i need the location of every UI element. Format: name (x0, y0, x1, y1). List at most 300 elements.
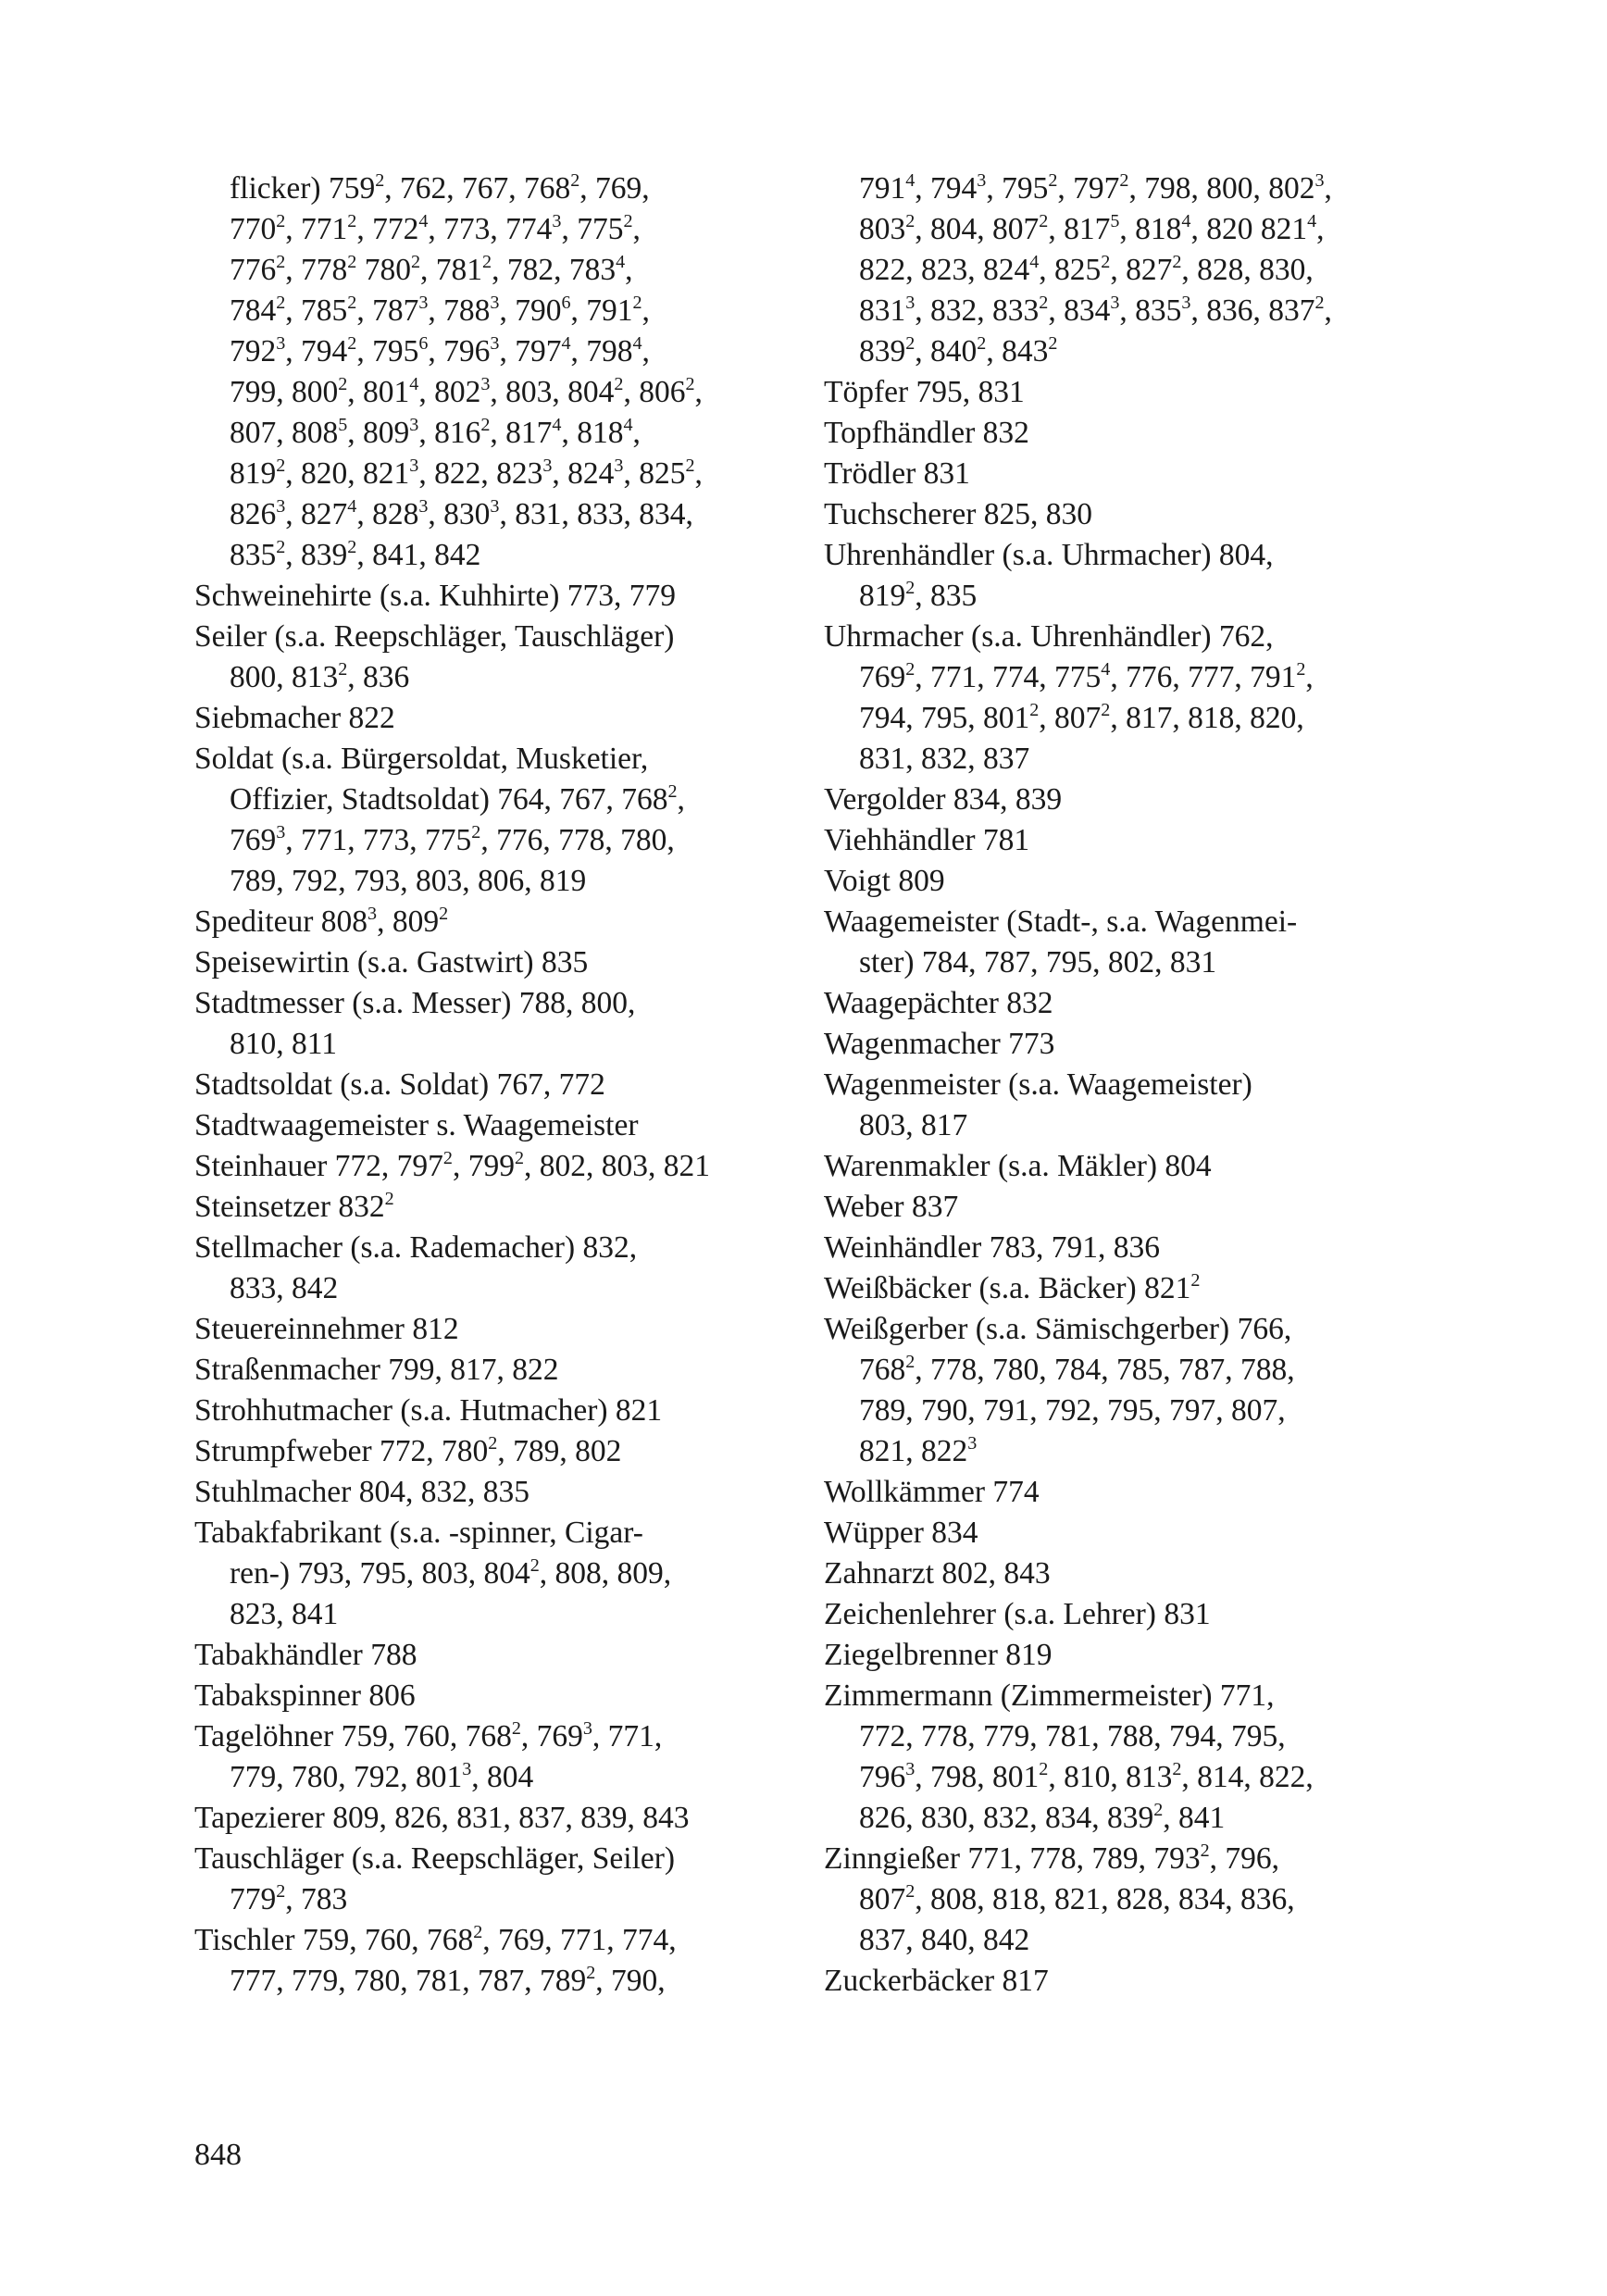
entry-text: , 771, 773, 775 (285, 823, 472, 857)
entry-text: Siebmacher 822 (194, 701, 395, 735)
entry-text: , 827 (285, 497, 348, 531)
occurrence-count: 3 (1110, 292, 1120, 313)
entry-text: Wüpper 834 (824, 1516, 978, 1550)
entry-text: , 817 (1048, 212, 1111, 246)
occurrence-count: 2 (1296, 658, 1306, 680)
occurrence-count: 4 (1307, 210, 1317, 231)
entry-text: 794, 795, 801 (859, 701, 1030, 735)
entry-text: , 824 (552, 456, 615, 491)
entry-text: , 796 (428, 334, 491, 368)
entry-text: , 796, (1209, 1841, 1280, 1876)
index-entry (194, 1676, 787, 1716)
entry-text: , 782, 783 (492, 253, 617, 287)
entry-text: , 789, 802 (497, 1434, 622, 1468)
entry-text: 826, 830, 832, 834, 839 (859, 1801, 1154, 1835)
entry-text: , 787 (356, 293, 419, 328)
entry-text: , 773, 774 (428, 212, 553, 246)
occurrence-count: 2 (347, 332, 357, 354)
entry-text: 784 (230, 293, 277, 328)
entry-text: Steinsetzer 832 (194, 1190, 385, 1224)
occurrence-count: 2 (1039, 1758, 1049, 1779)
entry-text: , 843 (986, 334, 1049, 368)
index-entry-continuation (194, 331, 787, 372)
occurrence-count: 2 (1029, 699, 1040, 720)
entry-text: , 839 (285, 538, 348, 572)
entry-text: , 776, 778, 780, (480, 823, 675, 857)
entry-text: Tabakhändler 788 (194, 1638, 417, 1672)
entry-text: 779, 780, 792, 801 (230, 1760, 463, 1794)
entry-text: , 828, 830, (1181, 253, 1314, 287)
index-entry-continuation (194, 657, 787, 698)
occurrence-count: 2 (514, 1147, 524, 1168)
entry-text: Tauschläger (s.a. Reepschläger, Seiler) (194, 1841, 676, 1876)
entry-text: , (632, 416, 641, 450)
index-entry (824, 1268, 1435, 1309)
occurrence-count: 6 (418, 332, 429, 354)
entry-text: , 832, 833 (915, 293, 1040, 328)
index-entry-continuation (824, 1350, 1435, 1391)
entry-text: , 790 (499, 293, 562, 328)
index-entry (194, 1105, 787, 1146)
occurrence-count: 2 (276, 536, 286, 557)
occurrence-count: 4 (905, 169, 916, 191)
index-entry (194, 1391, 787, 1431)
entry-text: , 795 (986, 171, 1049, 206)
occurrence-count: 3 (552, 210, 562, 231)
index-entry (824, 372, 1435, 413)
occurrence-count: 3 (1181, 292, 1191, 313)
index-entry (824, 1472, 1435, 1513)
occurrence-count: 2 (905, 658, 916, 680)
entry-text: 768 (859, 1353, 906, 1387)
occurrence-count: 3 (614, 455, 624, 476)
occurrence-count: 3 (542, 455, 553, 476)
entry-text: , 840 (915, 334, 978, 368)
index-entry-continuation (824, 1879, 1435, 1920)
index-entry (194, 1146, 787, 1187)
entry-text: 803, 817 (859, 1108, 968, 1142)
entry-text: , 809 (377, 905, 440, 939)
entry-text: , 797 (1057, 171, 1120, 206)
entry-text: , 802, 803, 821 (523, 1149, 710, 1183)
occurrence-count: 2 (375, 169, 385, 191)
index-entry (194, 1065, 787, 1105)
entry-text: 792 (230, 334, 277, 368)
entry-text: Stellmacher (s.a. Rademacher) 832, (194, 1230, 638, 1265)
entry-text: , 802 (418, 375, 481, 409)
entry-text: Steuereinnehmer 812 (194, 1312, 459, 1346)
occurrence-count: 2 (977, 332, 987, 354)
occurrence-count: 4 (1181, 210, 1191, 231)
entry-text: Waagepächter 832 (824, 986, 1053, 1020)
index-column-left (194, 168, 787, 2002)
occurrence-count: 4 (409, 373, 419, 394)
entry-text: , 775 (561, 212, 624, 246)
occurrence-count: 4 (1029, 251, 1040, 272)
occurrence-count: 3 (480, 373, 491, 394)
occurrence-count: 2 (1048, 169, 1058, 191)
entry-text: , 828 (356, 497, 419, 531)
index-entry-continuation (824, 209, 1435, 250)
index-entry (824, 1554, 1435, 1594)
occurrence-count: 2 (347, 536, 357, 557)
index-entry-continuation (194, 1961, 787, 2002)
entry-text: Zimmermann (Zimmermeister) 771, (824, 1678, 1275, 1713)
index-entry-continuation (194, 1757, 787, 1798)
occurrence-count: 4 (623, 414, 633, 435)
occurrence-count: 2 (347, 292, 357, 313)
entry-text: Töpfer 795, 831 (824, 375, 1025, 409)
index-entry (824, 1146, 1435, 1187)
index-entry-continuation (194, 780, 787, 820)
index-entry (824, 413, 1435, 454)
index-entry (194, 983, 787, 1024)
occurrence-count: 3 (490, 495, 500, 517)
entry-text: Waagemeister (Stadt-, s.a. Wagenmei- (824, 905, 1298, 939)
entry-text: Strumpfweber 772, 780 (194, 1434, 489, 1468)
entry-text: , (694, 456, 703, 491)
entry-text: , (1305, 660, 1314, 694)
entry-text: , 769, (579, 171, 650, 206)
occurrence-count: 2 (1153, 1799, 1164, 1820)
entry-text: , 771 (285, 212, 348, 246)
entry-text: Tischler 759, 760, 768 (194, 1923, 474, 1957)
entry-text: ren-) 793, 795, 803, 804 (230, 1556, 530, 1591)
entry-text: , 807 (1039, 701, 1102, 735)
entry-text: , 797 (499, 334, 562, 368)
occurrence-count: 3 (582, 1717, 592, 1739)
entry-text: Stadtmesser (s.a. Messer) 788, 800, (194, 986, 636, 1020)
index-entry (824, 1309, 1435, 1350)
index-entry (194, 1798, 787, 1839)
entry-text: Tapezierer 809, 826, 831, 837, 839, 843 (194, 1801, 690, 1835)
entry-text: , 801 (347, 375, 410, 409)
occurrence-count: 2 (488, 1432, 498, 1454)
occurrence-count: 3 (409, 455, 419, 476)
index-entry (194, 698, 787, 739)
occurrence-count: 3 (490, 292, 500, 313)
entry-text: Schweinehirte (s.a. Kuhhirte) 773, 779 (194, 579, 677, 613)
occurrence-count: 5 (338, 414, 348, 435)
entry-text: 835 (230, 538, 277, 572)
entry-text: , 816 (418, 416, 481, 450)
entry-text: 837, 840, 842 (859, 1923, 1030, 1957)
entry-text: , 790, (595, 1964, 666, 1998)
entry-text: Warenmakler (s.a. Mäkler) 804 (824, 1149, 1212, 1183)
entry-text: , 778 (285, 253, 348, 287)
entry-text: Stadtsoldat (s.a. Soldat) 767, 772 (194, 1067, 605, 1102)
occurrence-count: 4 (616, 251, 626, 272)
entry-text: 839 (859, 334, 906, 368)
index-entry-continuation (194, 454, 787, 494)
entry-text: , 834 (1048, 293, 1111, 328)
entry-text: , 825 (623, 456, 686, 491)
entry-text: 800, 813 (230, 660, 339, 694)
index-entry-continuation (194, 291, 787, 331)
occurrence-count: 2 (1172, 1758, 1182, 1779)
entry-text: , 769, 771, 774, (482, 1923, 677, 1957)
occurrence-count: 6 (561, 292, 571, 313)
entry-text: , 795 (356, 334, 419, 368)
index-entry-continuation (194, 1594, 787, 1635)
entry-text: ster) 784, 787, 795, 802, 831 (859, 945, 1217, 980)
entry-text: Spediteur 808 (194, 905, 368, 939)
occurrence-count: 3 (1314, 169, 1325, 191)
occurrence-count: 4 (561, 332, 571, 354)
occurrence-count: 3 (276, 495, 286, 517)
occurrence-count: 2 (511, 1717, 521, 1739)
entry-text: 799, 800 (230, 375, 339, 409)
entry-text: , 794 (285, 334, 348, 368)
index-entry-continuation (194, 209, 787, 250)
entry-text: Weber 837 (824, 1190, 959, 1224)
occurrence-count: 2 (623, 210, 633, 231)
index-entry (194, 1839, 787, 1879)
entry-text: , 791 (570, 293, 633, 328)
entry-text: Uhrenhändler (s.a. Uhrmacher) 804, (824, 538, 1274, 572)
page-number: 848 (194, 2138, 242, 2172)
occurrence-count: 3 (905, 1758, 916, 1779)
occurrence-count: 2 (586, 1962, 596, 1983)
index-entry-continuation (824, 1757, 1435, 1798)
occurrence-count: 2 (439, 903, 449, 924)
entry-text: , 798 (570, 334, 633, 368)
entry-text: Tuchscherer 825, 830 (824, 497, 1092, 531)
entry-text: Seiler (s.a. Reepschläger, Tauschläger) (194, 619, 675, 654)
index-entry (824, 1594, 1435, 1635)
index-entry (824, 1676, 1435, 1716)
entry-text: , 783 (285, 1882, 348, 1916)
entry-text: 776 (230, 253, 277, 287)
occurrence-count: 2 (667, 780, 678, 802)
occurrence-count: 2 (347, 210, 357, 231)
index-entry (194, 1187, 787, 1228)
occurrence-count: 2 (276, 210, 286, 231)
entry-text: , 771, 774, 775 (915, 660, 1102, 694)
occurrence-count: 3 (418, 292, 429, 313)
occurrence-count: 2 (276, 292, 286, 313)
occurrence-count: 2 (384, 1188, 394, 1209)
index-entry (194, 576, 787, 617)
entry-text: 777, 779, 780, 781, 787, 789 (230, 1964, 587, 1998)
occurrence-count: 2 (276, 455, 286, 476)
entry-text: Weißbäcker (s.a. Bäcker) 821 (824, 1271, 1191, 1305)
entry-text: , 818 (1119, 212, 1182, 246)
index-entry-continuation (194, 535, 787, 576)
entry-text: Stuhlmacher 804, 832, 835 (194, 1475, 529, 1509)
index-entry (194, 1228, 787, 1268)
index-entry-continuation (824, 291, 1435, 331)
index-entry-continuation (194, 413, 787, 454)
occurrence-count: 2 (905, 210, 916, 231)
entry-text: Wagenmeister (s.a. Waagemeister) (824, 1067, 1252, 1102)
occurrence-count: 2 (442, 1147, 453, 1168)
index-entry (824, 1961, 1435, 2002)
entry-text: , 799 (452, 1149, 515, 1183)
entry-text: , 810, 813 (1048, 1760, 1173, 1794)
occurrence-count: 3 (967, 1432, 978, 1454)
index-entry (194, 1513, 787, 1554)
entry-text: Soldat (s.a. Bürgersoldat, Musketier, (194, 742, 649, 776)
entry-text: 819 (230, 456, 277, 491)
index-entry-continuation (824, 168, 1435, 209)
entry-text: , 820 821 (1190, 212, 1308, 246)
entry-text: 796 (859, 1760, 906, 1794)
entry-text: 779 (230, 1882, 277, 1916)
index-entry-continuation (194, 861, 787, 902)
occurrence-count: 2 (685, 455, 695, 476)
entry-text: , 822, 823 (418, 456, 543, 491)
index-column-right (824, 168, 1435, 2002)
index-entry (824, 861, 1435, 902)
index-entry-continuation (824, 1391, 1435, 1431)
occurrence-count: 2 (347, 251, 357, 272)
index-entry-continuation (824, 576, 1435, 617)
entry-text: , 825 (1039, 253, 1102, 287)
entry-text: , 835 (1119, 293, 1182, 328)
index-entry-continuation (824, 1105, 1435, 1146)
entry-text: , 836, 837 (1190, 293, 1315, 328)
entry-text: Viehhändler 781 (824, 823, 1030, 857)
entry-text: Offizier, Stadtsoldat) 764, 767, 768 (230, 782, 668, 817)
index-entry (824, 454, 1435, 494)
entry-text: 821, 822 (859, 1434, 968, 1468)
entry-text: Tabakspinner 806 (194, 1678, 416, 1713)
occurrence-count: 4 (347, 495, 357, 517)
index-entry (824, 1228, 1435, 1268)
entry-text: , 817 (490, 416, 553, 450)
index-entry (824, 983, 1435, 1024)
index-entry (824, 902, 1435, 942)
entry-text: Vergolder 834, 839 (824, 782, 1063, 817)
index-entry-continuation (824, 331, 1435, 372)
index-entry-continuation (194, 372, 787, 413)
occurrence-count: 3 (462, 1758, 472, 1779)
entry-text: 772, 778, 779, 781, 788, 794, 795, (859, 1719, 1286, 1753)
entry-text: , 762, 767, 768 (384, 171, 571, 206)
entry-text: 789, 792, 793, 803, 806, 819 (230, 864, 587, 898)
occurrence-count: 2 (905, 332, 916, 354)
entry-text: 831 (859, 293, 906, 328)
index-entry (824, 494, 1435, 535)
entry-text: , 772 (356, 212, 419, 246)
index-entry (824, 617, 1435, 657)
occurrence-count: 2 (1039, 292, 1049, 313)
entry-text: , (1316, 212, 1325, 246)
occurrence-count: 2 (1101, 251, 1111, 272)
index-entry-continuation (194, 1879, 787, 1920)
index-entry-continuation (824, 1716, 1435, 1757)
occurrence-count: 2 (338, 658, 348, 680)
entry-text: , 808, 818, 821, 828, 834, 836, (915, 1882, 1295, 1916)
occurrence-count: 4 (1101, 658, 1111, 680)
entry-text: , 830 (428, 497, 491, 531)
index-entry (824, 1024, 1435, 1065)
index-entry-continuation (194, 1268, 787, 1309)
index-entry (194, 1309, 787, 1350)
entry-text: Zuckerbäcker 817 (824, 1964, 1049, 1998)
occurrence-count: 4 (418, 210, 429, 231)
index-entry (194, 902, 787, 942)
entry-text: , 798, 801 (915, 1760, 1040, 1794)
index-entry-continuation (824, 698, 1435, 739)
entry-text: , (694, 375, 703, 409)
index-entry-continuation (824, 1798, 1435, 1839)
entry-text: 823, 841 (230, 1597, 339, 1631)
occurrence-count: 2 (685, 373, 695, 394)
occurrence-count: 3 (905, 292, 916, 313)
entry-text: , 808, 809, (539, 1556, 672, 1591)
entry-text: Stadtwaagemeister s. Waagemeister (194, 1108, 639, 1142)
occurrence-count: 2 (338, 373, 348, 394)
entry-text: , 841, 842 (356, 538, 481, 572)
index-entry (824, 535, 1435, 576)
entry-text: 791 (859, 171, 906, 206)
entry-text: , (642, 334, 650, 368)
occurrence-count: 2 (473, 1921, 483, 1942)
index-entry (194, 1431, 787, 1472)
entry-text: Weißgerber (s.a. Sämischgerber) 766, (824, 1312, 1292, 1346)
index-entry (194, 1635, 787, 1676)
index-entry (824, 820, 1435, 861)
index-entry-continuation (824, 942, 1435, 983)
entry-text: Straßenmacher 799, 817, 822 (194, 1353, 559, 1387)
entry-text: , (677, 782, 685, 817)
entry-text: , 818 (561, 416, 624, 450)
entry-text: 769 (230, 823, 277, 857)
occurrence-count: 2 (471, 821, 481, 842)
index-entry (194, 1716, 787, 1757)
entry-text: , 788 (428, 293, 491, 328)
index-entry (824, 1635, 1435, 1676)
occurrence-count: 2 (905, 1880, 916, 1902)
occurrence-count: 3 (276, 821, 286, 842)
occurrence-count: 2 (1119, 169, 1129, 191)
entry-text: 789, 790, 791, 792, 795, 797, 807, (859, 1393, 1286, 1428)
entry-text: Zahnarzt 802, 843 (824, 1556, 1051, 1591)
entry-text: , 817, 818, 820, (1110, 701, 1304, 735)
occurrence-count: 2 (614, 373, 624, 394)
index-entry (194, 1472, 787, 1513)
entry-text: 807, 808 (230, 416, 339, 450)
index-entry (194, 1920, 787, 1961)
entry-text: , 836 (347, 660, 410, 694)
index-entry (194, 739, 787, 780)
entry-text: Topfhändler 832 (824, 416, 1029, 450)
entry-text: Tagelöhner 759, 760, 768 (194, 1719, 512, 1753)
entry-text: 833, 842 (230, 1271, 339, 1305)
index-entry-continuation (194, 168, 787, 209)
entry-text: , (625, 253, 633, 287)
entry-text: Strohhutmacher (s.a. Hutmacher) 821 (194, 1393, 663, 1428)
entry-text: , 814, 822, (1181, 1760, 1314, 1794)
entry-text: , 771, (592, 1719, 663, 1753)
entry-text: , 804 (471, 1760, 534, 1794)
entry-text: , 798, 800, 802 (1128, 171, 1315, 206)
entry-text: 826 (230, 497, 277, 531)
occurrence-count: 2 (1172, 251, 1182, 272)
entry-text: 803 (859, 212, 906, 246)
entry-text: , (1324, 293, 1332, 328)
entry-text: , 794 (915, 171, 978, 206)
occurrence-count: 2 (276, 251, 286, 272)
entry-text: , (1324, 171, 1332, 206)
occurrence-count: 2 (1039, 210, 1049, 231)
occurrence-count: 5 (1110, 210, 1120, 231)
index-entry-continuation (194, 1554, 787, 1594)
entry-text: Trödler 831 (824, 456, 970, 491)
index-entry (824, 1839, 1435, 1879)
